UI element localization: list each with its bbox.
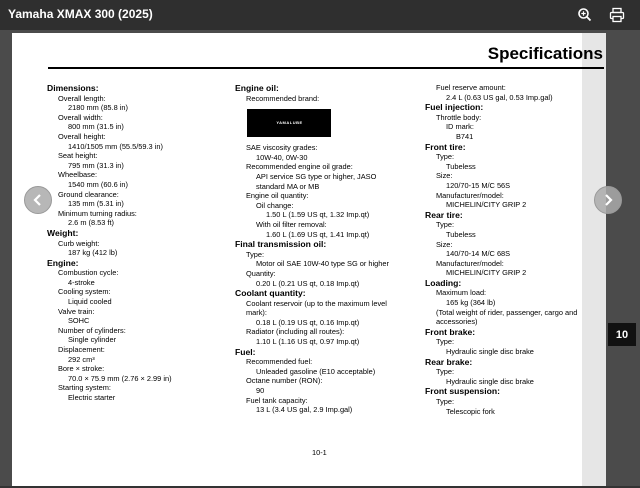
title-bar [0,0,640,30]
spec-line: Fuel tank capacity: [246,395,308,405]
spec-line: Curb weight: [58,238,100,248]
spec-column-1 [47,83,172,403]
spec-line: 4-stroke [68,277,95,287]
spec-line: SOHC [68,316,90,326]
spec-line: With oil filter removal: [256,219,327,229]
spec-line: 1.10 L (1.16 US qt, 0.97 Imp.qt) [256,337,360,347]
spec-line: 2.4 L (0.63 US gal, 0.53 Imp.gal) [446,92,553,102]
spec-line: Tubeless [446,161,476,171]
spec-line: API service SG type or higher, JASO [256,171,377,181]
spec-line: 165 kg (364 lb) [446,298,496,308]
spec-line: 800 mm (31.5 in) [68,122,124,132]
spec-line: Liquid cooled [68,297,112,307]
spec-line: Overall height: [58,131,106,141]
spec-line: Type: [436,397,455,406]
spec-line: Seat height: [58,151,98,161]
spec-line: 1410/1505 mm (55.5/59.3 in) [68,141,163,151]
spec-line: Quantity: [246,268,276,278]
spec-line: Throttle body: [436,112,482,122]
page-number: 10-1 [312,448,327,457]
spec-heading: Front suspension: [425,386,500,397]
spec-line: Tubeless [446,229,476,239]
spec-line: Telescopic fork [446,406,495,416]
spec-line: Single cylinder [68,335,117,345]
spec-line: Overall width: [58,112,103,122]
spec-line: 135 mm (5.31 in) [68,199,124,209]
print-button[interactable] [606,4,628,26]
chapter-tab[interactable]: 10 [608,323,636,346]
spec-line: Size: [436,171,453,181]
spec-heading: Loading: [425,277,462,288]
spec-line: Manufacturer/model: [436,258,504,268]
spec-line: Valve train: [58,306,95,316]
spec-line: 2180 mm (85.8 in) [68,103,128,113]
spec-line: Ground clearance: [58,189,119,199]
spec-line: Oil change: [256,200,294,210]
spec-line: MICHELIN/CITY GRIP 2 [446,268,527,278]
chevron-left-icon [31,193,45,207]
page-margin-strip [582,33,606,488]
spec-line: Combustion cycle: [58,268,119,278]
spec-line: Type: [436,220,455,230]
spec-line: Type: [436,367,455,377]
spec-line: Engine oil quantity: [246,191,309,201]
spec-line: (Total weight of rider, passenger, cargo and [436,307,578,317]
spec-line: Overall length: [58,93,106,103]
zoom-in-button[interactable] [574,4,596,26]
spec-heading: Fuel: [235,346,256,357]
spec-line: MICHELIN/CITY GRIP 2 [446,200,527,210]
spec-line: Type: [436,337,455,347]
spec-line: mark): [246,308,267,318]
spec-line: Size: [436,239,453,249]
spec-line: 2.6 m (8.53 ft) [68,218,115,228]
spec-line: 90 [256,386,265,396]
spec-line: ID mark: [446,122,474,132]
zoom-in-icon [574,4,596,26]
spec-line: Hydraulic single disc brake [446,347,534,357]
spec-line: Motor oil SAE 10W-40 type SG or higher [256,259,389,269]
spec-line: Unleaded gasoline (E10 acceptable) [256,366,376,376]
spec-line: 1540 mm (60.6 in) [68,179,128,189]
spec-line: 1.60 L (1.69 US qt, 1.41 Imp.qt) [266,229,370,239]
manual-page [12,33,606,488]
spec-column-3 [425,83,577,416]
spec-line: 70.0 × 75.9 mm (2.76 × 2.99 in) [68,373,172,383]
spec-line: 0.18 L (0.19 US qt, 0.16 Imp.qt) [256,317,360,327]
spec-heading: Rear brake: [425,356,473,367]
spec-line: SAE viscosity grades: [246,143,318,153]
spec-line: accessories) [436,317,478,327]
logo-text: YAMALUBE [276,120,303,126]
spec-line: Recommended brand: [246,93,320,103]
spec-line: Number of cylinders: [58,325,126,335]
yamalube-logo [247,109,331,137]
spec-line: Type: [246,249,265,259]
spec-line: Wheelbase: [58,170,98,180]
spec-line: Starting system: [58,383,111,393]
title-rule [48,67,604,69]
spec-line: Hydraulic single disc brake [446,376,534,386]
spec-heading: Fuel injection: [425,102,484,113]
spec-heading: Coolant quantity: [235,288,306,299]
spec-heading: Front tire: [425,141,466,152]
spec-line: 0.20 L (0.21 US qt, 0.18 Imp.qt) [256,278,360,288]
spec-line: 13 L (3.4 US gal, 2.9 Imp.gal) [256,405,353,415]
previous-page-button[interactable] [24,186,52,214]
spec-line: Manufacturer/model: [436,190,504,200]
spec-line: Fuel reserve amount: [436,83,506,92]
spec-line: 120/70-15 M/C 56S [446,180,511,190]
spec-line: Cooling system: [58,287,111,297]
spec-line: 795 mm (31.3 in) [68,160,124,170]
chevron-right-icon [601,193,615,207]
page-title: Specifications [487,44,603,63]
spec-line: Octane number (RON): [246,376,323,386]
spec-heading: Engine: [47,257,79,268]
spec-line: 10W-40, 0W-30 [256,152,308,162]
spec-line: Electric starter [68,393,116,402]
spec-line: 140/70-14 M/C 68S [446,249,511,259]
spec-line: Coolant reservoir (up to the maximum level [246,298,387,308]
spec-heading: Weight: [47,227,79,238]
spec-column-2 [235,83,389,415]
spec-line: Bore × stroke: [58,364,105,374]
spec-heading: Rear tire: [425,209,463,220]
spec-line: B741 [456,131,474,141]
spec-line: Type: [436,152,455,162]
print-icon [606,4,628,26]
spec-heading: Final transmission oil: [235,239,327,250]
spec-line: Recommended fuel: [246,357,313,367]
spec-line: Displacement: [58,345,105,355]
spec-line: 187 kg (412 lb) [68,248,118,258]
spec-line: Maximum load: [436,288,487,298]
spec-line: Recommended engine oil grade: [246,162,353,172]
spec-line: Minimum turning radius: [58,208,137,218]
spec-heading: Front brake: [425,326,476,337]
spec-line: Radiator (including all routes): [246,327,345,337]
spec-line: 292 cm³ [68,354,95,364]
spec-line: 1.50 L (1.59 US qt, 1.32 Imp.qt) [266,210,370,220]
spec-line: standard MA or MB [256,181,320,191]
spec-heading: Engine oil: [235,83,279,93]
spec-heading: Dimensions: [47,83,99,93]
window-title: Yamaha XMAX 300 (2025) [8,7,153,21]
next-page-button[interactable] [594,186,622,214]
